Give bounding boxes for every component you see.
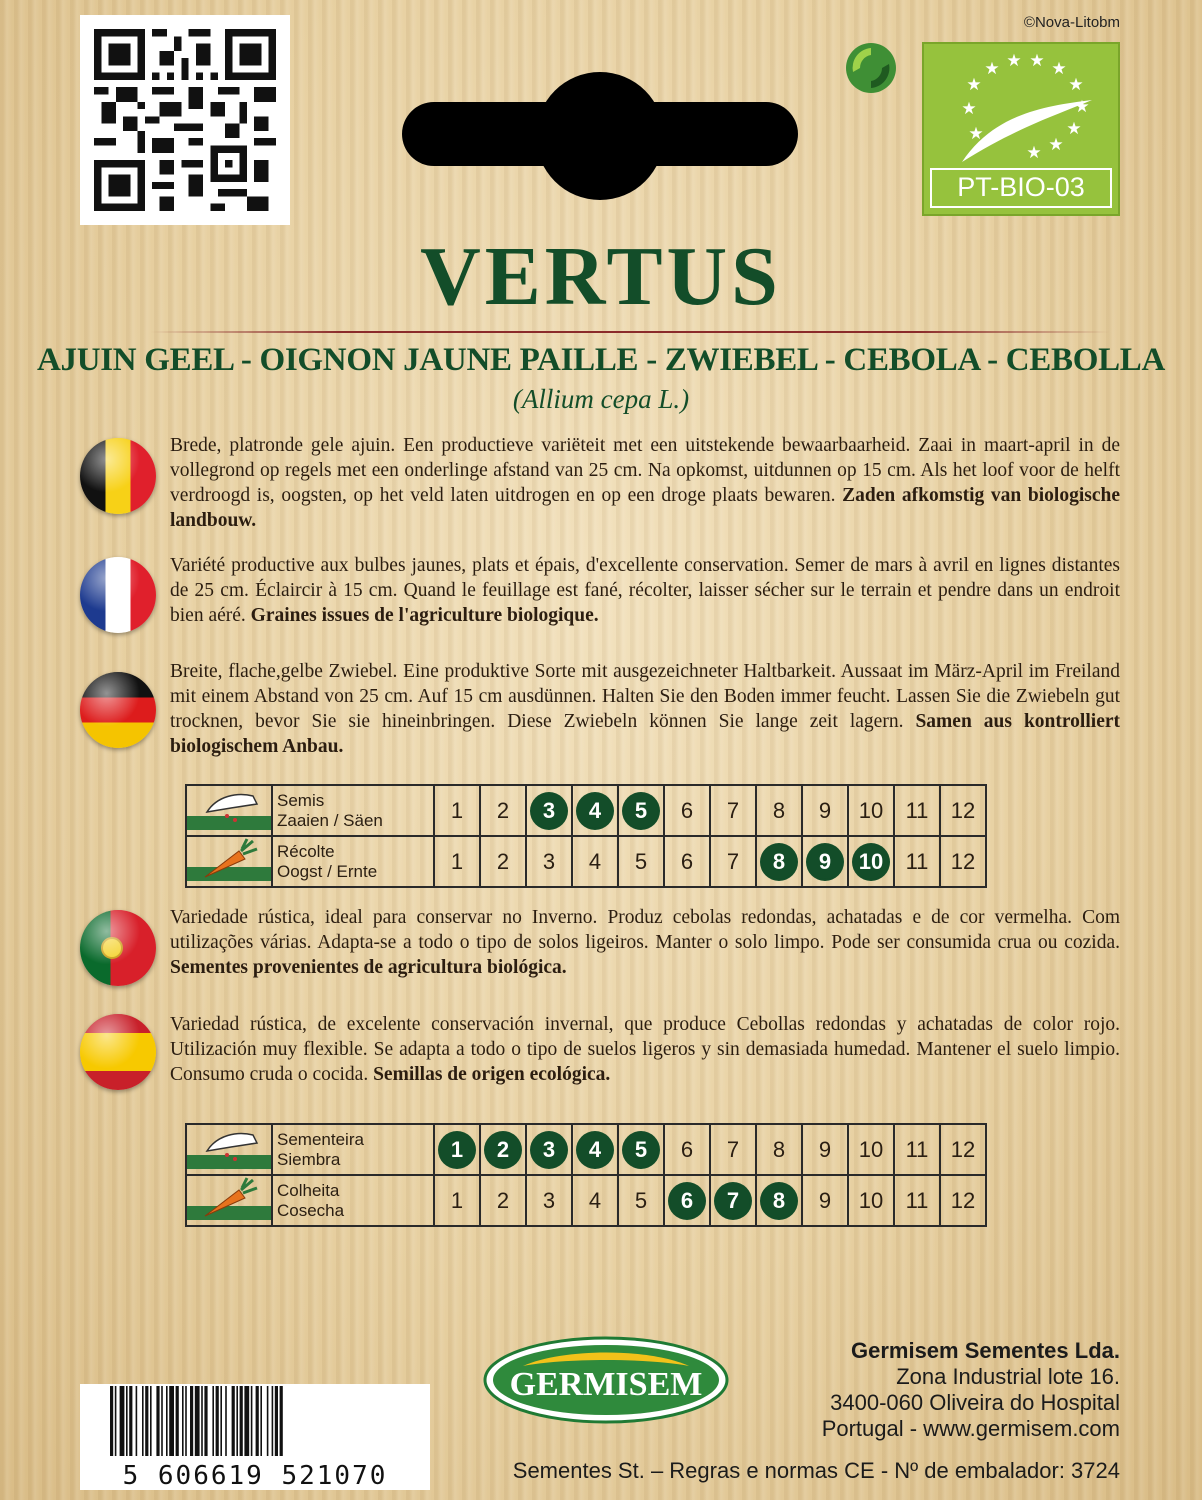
- sowing-hand-icon: [186, 1124, 272, 1175]
- svg-text:★: ★: [1051, 59, 1067, 79]
- month-cell: [480, 785, 526, 836]
- description-nl-organic: Zaden afkomstig van biologische landbouw.: [170, 485, 1120, 531]
- belgium-flag-icon: [80, 438, 156, 514]
- svg-text:★: ★: [1068, 75, 1084, 95]
- month-number: 8: [762, 1184, 796, 1218]
- month-cell: [894, 1124, 940, 1175]
- svg-text:★: ★: [1026, 143, 1042, 163]
- calendar-south-sow-row: [186, 1124, 986, 1175]
- month-number: 3: [542, 1187, 556, 1213]
- month-number: 6: [670, 1184, 704, 1218]
- calendar-north: [185, 784, 987, 888]
- month-number: 11: [905, 1136, 929, 1162]
- svg-text:★: ★: [1006, 51, 1022, 71]
- month-cell: [434, 836, 480, 887]
- description-es: [170, 1012, 1120, 1087]
- month-number: 7: [726, 848, 740, 874]
- month-cell: [618, 785, 664, 836]
- month-number: 4: [588, 1187, 602, 1213]
- month-number: 2: [496, 1187, 510, 1213]
- sow-label-fr: Semis: [277, 790, 325, 810]
- title-divider: [150, 331, 1110, 333]
- description-es-text: Variedad rústica, de excelente conservación invernal, que produce Cebollas redondas y achatadas de color rojo. Utilización muy flexible. Se adapta a todo o tipo de suelos ligeros y sin demasiada humedad. Mantener el suelo limpio. Consumo cruda o cocida.: [170, 1014, 1120, 1085]
- month-number: 2: [486, 1133, 520, 1167]
- barcode-number: 5 606619 521070: [122, 1461, 388, 1490]
- month-cell: [894, 1175, 940, 1226]
- description-es-organic: Semillas de origen ecológica.: [373, 1064, 611, 1085]
- month-number: 10: [858, 1136, 884, 1162]
- month-number: 2: [496, 848, 510, 874]
- month-cell: [710, 785, 756, 836]
- month-cell: [710, 1124, 756, 1175]
- description-fr-text: Variété productive aux bulbes jaunes, plats et épais, d'excellente conservation. Semer de mars à avril en lignes distantes de 25 cm. Éclaircir à 15 cm. Quand le feuillage est fané, récolter, laisser sécher sur le terrain et pendre dans un endroit bien aéré.: [170, 555, 1120, 626]
- svg-text:★: ★: [968, 124, 984, 144]
- description-nl: [170, 433, 1120, 533]
- variety-title: VERTUS: [420, 230, 782, 323]
- svg-text:★: ★: [1029, 51, 1045, 71]
- eu-organic-logo: [922, 42, 1120, 216]
- month-cell: [802, 785, 848, 836]
- copyright-text: ©Nova-Litobm: [1023, 14, 1120, 31]
- month-number: 4: [578, 1133, 612, 1167]
- month-cell: [572, 1175, 618, 1226]
- month-number: 5: [624, 794, 658, 828]
- green-dot-recycle-icon: [845, 42, 897, 94]
- month-number: 1: [450, 1187, 464, 1213]
- svg-text:★: ★: [1066, 119, 1082, 139]
- month-cell: [434, 1124, 480, 1175]
- month-number: 8: [772, 1136, 786, 1162]
- month-cell: [480, 1124, 526, 1175]
- month-number: 3: [532, 1133, 566, 1167]
- svg-text:★: ★: [961, 99, 977, 119]
- month-cell: [848, 785, 894, 836]
- month-cell: [664, 1175, 710, 1226]
- svg-text:★: ★: [984, 59, 1000, 79]
- harvest-label-nl-de: Oogst / Ernte: [277, 861, 378, 881]
- month-number: 7: [726, 797, 740, 823]
- carrot-harvest-icon: [186, 1175, 272, 1226]
- harvest-label-es: Cosecha: [277, 1200, 345, 1220]
- barcode-bars: [80, 1384, 430, 1490]
- spain-flag-icon: [80, 1014, 156, 1090]
- month-number: 3: [542, 848, 556, 874]
- description-fr: [170, 553, 1120, 628]
- month-cell: [848, 1124, 894, 1175]
- month-cell: [618, 1175, 664, 1226]
- description-de-organic: Samen aus kontrolliert biologischem Anbau.: [170, 711, 1120, 757]
- month-cell: [848, 836, 894, 887]
- month-cell: [940, 1175, 986, 1226]
- month-cell: [802, 1175, 848, 1226]
- calendar-north-sow-row: [186, 785, 986, 836]
- sow-label-es: Siembra: [277, 1149, 341, 1169]
- month-number: 5: [624, 1133, 658, 1167]
- description-de-text: Breite, flache,gelbe Zwiebel. Eine produktive Sorte mit ausgezeichneter Haltbarkeit. Aussaat im März-April im Freiland mit einem Abstand von 25 cm. Auf 15 cm ausdünnen. Halten Sie den Boden immer feucht. Lassen Sie die Zwiebeln gut trocknen, bevor Sie sie hineinbringen. Diese Zwiebeln können Sie lange zeit lagern.: [170, 661, 1120, 732]
- month-cell: [664, 836, 710, 887]
- description-pt-text: Variedade rústica, ideal para conservar no Inverno. Produz cebolas redondas, achatadas e de cor vermelha. Com utilizações várias. Adapta-se a todo o tipo de solos ligeiros. Manter o solo limpo. Pode ser consumida crua ou cozida.: [170, 907, 1120, 953]
- month-number: 2: [496, 797, 510, 823]
- description-pt-organic: Sementes provenientes de agricultura biológica.: [170, 957, 567, 978]
- month-cell: [802, 836, 848, 887]
- month-cell: [572, 1124, 618, 1175]
- calendar-north-harvest-label: [272, 836, 434, 887]
- calendar-south-harvest-row: [186, 1175, 986, 1226]
- calendar-south-harvest-label: [272, 1175, 434, 1226]
- month-number: 8: [772, 797, 786, 823]
- month-number: 11: [905, 797, 929, 823]
- month-cell: [526, 1175, 572, 1226]
- month-cell: [480, 836, 526, 887]
- month-cell: [434, 785, 480, 836]
- month-number: 12: [950, 1187, 976, 1213]
- harvest-label-pt: Colheita: [277, 1180, 340, 1200]
- barcode: [80, 1384, 430, 1490]
- month-number: 5: [634, 1187, 648, 1213]
- sowing-hand-icon: [186, 785, 272, 836]
- month-number: 9: [818, 1187, 832, 1213]
- month-number: 12: [950, 1136, 976, 1162]
- description-de: [170, 659, 1120, 759]
- hang-slot-hole: [400, 70, 800, 200]
- month-number: 7: [726, 1136, 740, 1162]
- month-number: 9: [818, 797, 832, 823]
- eu-leaf-stars-icon: [924, 44, 1118, 174]
- organic-control-code: PT-BIO-03: [930, 168, 1112, 208]
- month-cell: [940, 1124, 986, 1175]
- germany-flag-icon: [80, 672, 156, 748]
- month-number: 1: [450, 848, 464, 874]
- month-cell: [940, 836, 986, 887]
- month-cell: [710, 836, 756, 887]
- month-number: 8: [762, 845, 796, 879]
- month-cell: [940, 785, 986, 836]
- month-cell: [756, 1124, 802, 1175]
- month-number: 4: [578, 794, 612, 828]
- month-number: 10: [858, 1187, 884, 1213]
- month-number: 9: [818, 1136, 832, 1162]
- month-cell: [434, 1175, 480, 1226]
- month-number: 11: [905, 1187, 929, 1213]
- harvest-label-fr: Récolte: [277, 841, 335, 861]
- address-line-1: Zona Industrial lote 16.: [896, 1364, 1120, 1389]
- svg-text:★: ★: [966, 75, 982, 95]
- svg-text:★: ★: [1048, 135, 1064, 155]
- calendar-north-harvest-row: [186, 836, 986, 887]
- svg-text:★: ★: [1074, 97, 1090, 117]
- month-number: 10: [858, 797, 884, 823]
- month-cell: [572, 836, 618, 887]
- month-number: 6: [680, 797, 694, 823]
- company-address: [822, 1338, 1120, 1442]
- germisem-logo: [483, 1336, 729, 1424]
- month-number: 6: [680, 1136, 694, 1162]
- month-cell: [756, 785, 802, 836]
- latin-name: (Allium cepa L.): [512, 384, 690, 414]
- month-cell: [526, 785, 572, 836]
- address-line-3: Portugal - www.germisem.com: [821, 1416, 1120, 1441]
- month-number: 7: [716, 1184, 750, 1218]
- month-cell: [802, 1124, 848, 1175]
- month-cell: [848, 1175, 894, 1226]
- month-cell: [756, 836, 802, 887]
- month-number: 11: [905, 848, 929, 874]
- month-number: 4: [588, 848, 602, 874]
- company-name: Germisem Sementes Lda.: [850, 1338, 1120, 1363]
- month-number: 12: [950, 848, 976, 874]
- description-fr-organic: Graines issues de l'agriculture biologique.: [250, 605, 599, 626]
- month-cell: [526, 1124, 572, 1175]
- regulation-text: Sementes St. – Regras e normas CE - Nº de embalador: 3724: [512, 1458, 1120, 1483]
- month-cell: [618, 1124, 664, 1175]
- month-number: 9: [808, 845, 842, 879]
- address-line-2: 3400-060 Oliveira do Hospital: [830, 1390, 1120, 1415]
- calendar-south: [185, 1123, 987, 1227]
- sow-label-nl-de: Zaaien / Säen: [277, 810, 383, 830]
- month-cell: [572, 785, 618, 836]
- portugal-flag-icon: [80, 910, 156, 986]
- month-number: 1: [440, 1133, 474, 1167]
- month-cell: [894, 836, 940, 887]
- qr-code: [80, 15, 290, 225]
- logo-wordmark: GERMISEM: [509, 1366, 703, 1403]
- carrot-harvest-icon: [186, 836, 272, 887]
- calendar-south-sow-label: [272, 1124, 434, 1175]
- month-number: 1: [450, 797, 464, 823]
- month-cell: [618, 836, 664, 887]
- month-cell: [664, 785, 710, 836]
- month-number: 6: [680, 848, 694, 874]
- calendar-north-sow-label: [272, 785, 434, 836]
- sow-label-pt: Sementeira: [277, 1129, 364, 1149]
- month-number: 5: [634, 848, 648, 874]
- month-number: 10: [854, 845, 888, 879]
- common-names: AJUIN GEEL - OIGNON JAUNE PAILLE - ZWIEBEL - CEBOLA - CEBOLLA: [36, 342, 1166, 378]
- month-cell: [710, 1175, 756, 1226]
- month-cell: [664, 1124, 710, 1175]
- france-flag-icon: [80, 557, 156, 633]
- description-pt: [170, 905, 1120, 980]
- month-number: 3: [532, 794, 566, 828]
- month-cell: [894, 785, 940, 836]
- description-nl-text: Brede, platronde gele ajuin. Een productieve variëteit met een uitstekende bewaarbaarheid. Zaai in maart-april in de vollegrond op regels met een onderlinge afstand van 25 cm. Na opkomst, uitdunnen op 15 cm. Als het loof voor de helft verdroogd is, oogsten, op het veld laten uitdrogen en op een droge plaats bewaren.: [170, 435, 1120, 506]
- month-cell: [526, 836, 572, 887]
- month-cell: [756, 1175, 802, 1226]
- month-cell: [480, 1175, 526, 1226]
- month-number: 12: [950, 797, 976, 823]
